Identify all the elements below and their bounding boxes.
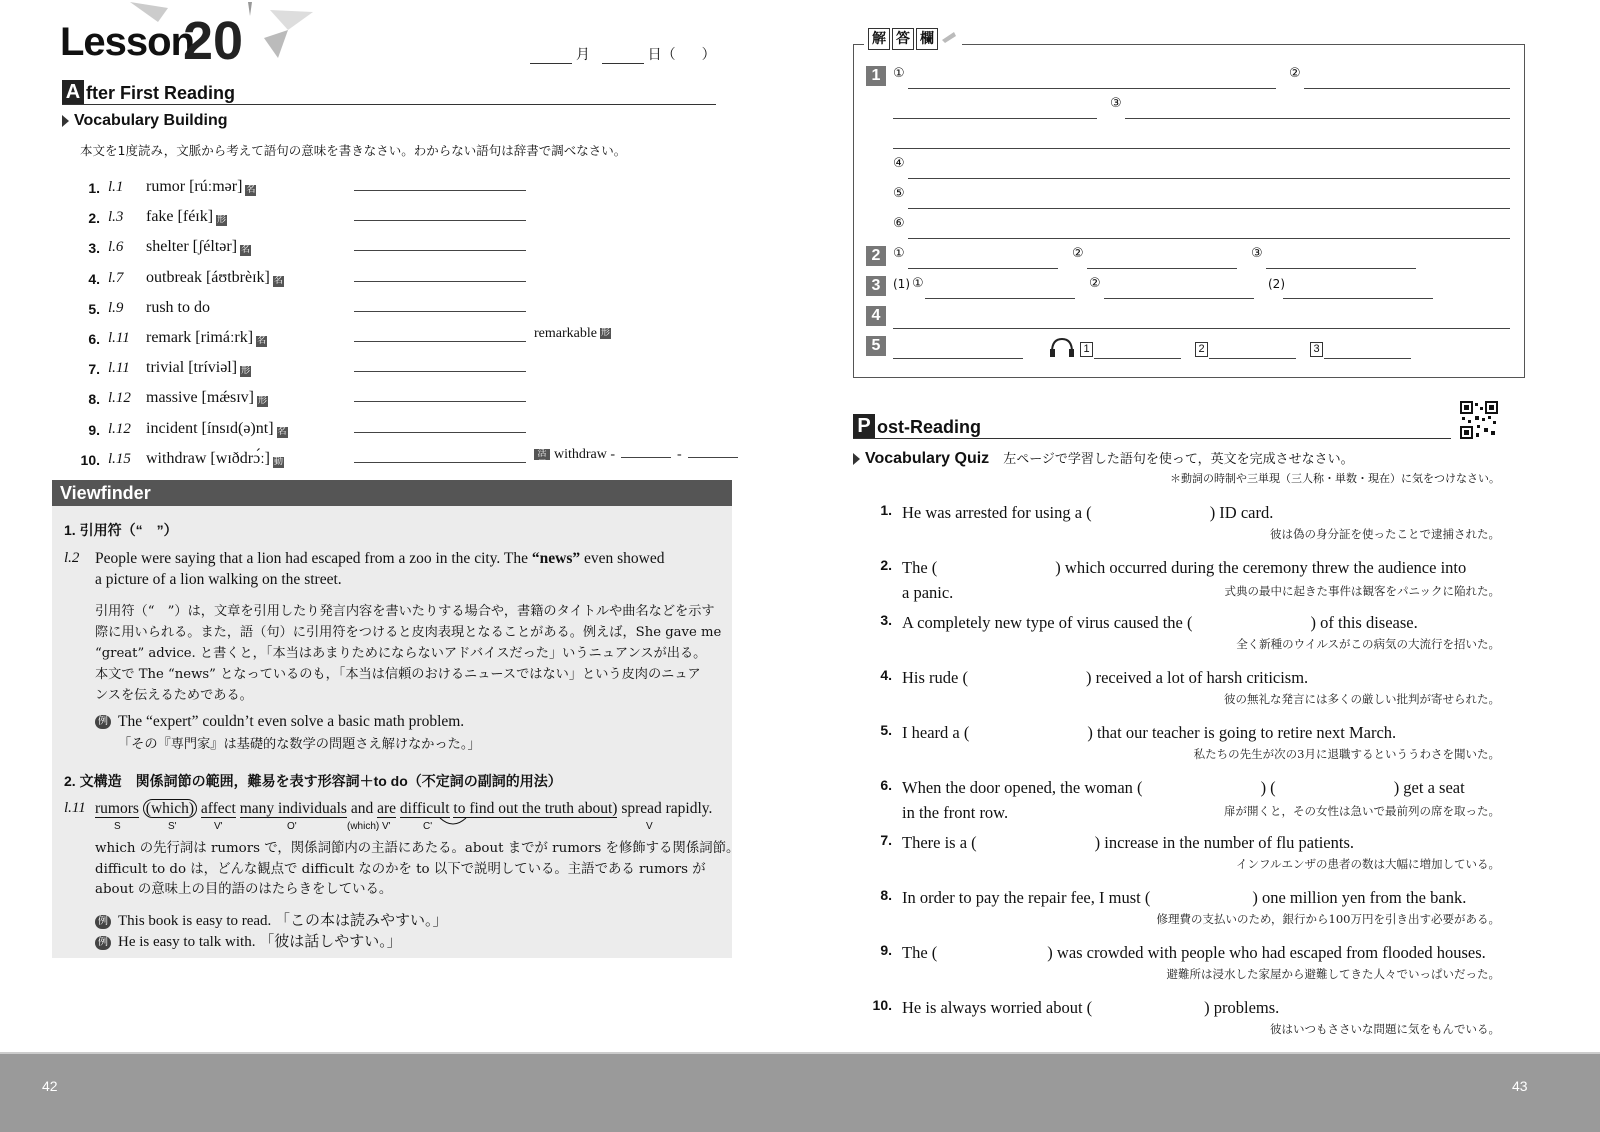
section-a-title: fter First Reading — [86, 83, 236, 103]
struct-word-rumors: rumors — [95, 800, 139, 817]
quiz-sentence-start: The ( — [902, 943, 938, 962]
quiz-sentence-start: The ( — [902, 558, 938, 577]
quiz-question — [870, 940, 1500, 990]
answer-title-char-1: 解 — [868, 28, 890, 50]
footer-bar — [0, 1052, 1600, 1132]
quiz-sentence — [902, 500, 1500, 525]
struct-word-affect: affect — [200, 800, 236, 817]
quiz-sentence-start: He was arrested for using a ( — [902, 503, 1092, 522]
answer-1-2-num: ② — [1289, 66, 1301, 81]
quiz-translation: 扉が開くと，その女性は急いで最前列の席を取った。 — [1224, 804, 1500, 818]
vocab-item-word: outbreak [áʊtbrèɪk] — [146, 268, 270, 286]
answer-1-2-blank[interactable] — [1304, 88, 1510, 89]
quiz-question — [870, 610, 1500, 660]
struct-word-difficult: difficult — [399, 800, 450, 817]
answer-5-1-blank[interactable] — [1094, 358, 1181, 359]
answer-5-2-num — [1195, 339, 1208, 357]
answer-section-3: 3 — [866, 276, 886, 296]
answer-1-5-blank[interactable] — [908, 208, 1510, 209]
vocab-related-form: 活用withdraw - - — [534, 447, 738, 463]
vocab-item — [70, 202, 227, 226]
vocab-item — [70, 293, 210, 317]
date-field — [530, 44, 716, 64]
quiz-question — [870, 720, 1500, 770]
vocab-item-word: incident [ínsɪd(ə)nt] — [146, 419, 274, 437]
vocab-item — [70, 444, 284, 468]
page-number-right: 43 — [1512, 1078, 1528, 1094]
quiz-question — [870, 555, 1500, 605]
answer-2-3-blank[interactable] — [1266, 268, 1416, 269]
vocab-item-word: rumor [rúːmər] — [146, 178, 243, 195]
vf-point1-heading: 1. 引用符（“ ”） — [64, 522, 178, 538]
vocab-item — [70, 232, 251, 256]
vocab-item-word: withdraw [wɪðdrɔ́ː] — [146, 449, 270, 467]
vocab-item-word: remark [rimáːrk] — [146, 329, 254, 346]
answer-2-1-num: ① — [893, 246, 905, 261]
quiz-translation: 彼は偽の身分証を使ったことで逮捕された。 — [1270, 527, 1500, 541]
post-reading-title: ost-Reading — [877, 417, 982, 437]
quiz-sentence — [902, 995, 1500, 1020]
arc-mark-icon — [436, 816, 470, 830]
vocab-item-word: massive [mǽsɪv] — [146, 389, 254, 407]
vocab-item-number: 3. — [88, 240, 100, 257]
part-of-speech-badge: 名 — [257, 336, 267, 346]
vocab-answer-blank[interactable] — [354, 220, 526, 221]
gram-label-o-prime: O' — [287, 821, 297, 832]
quiz-sentence-start: A completely new type of virus caused the ( — [902, 613, 1193, 632]
quiz-sentence — [902, 720, 1500, 745]
related-form-text: withdraw - — [554, 446, 616, 462]
vocab-item — [70, 323, 267, 347]
vf-p2-example2-text: He is easy to talk with. 「彼は話しやすい。」 — [118, 934, 402, 950]
quiz-sentence-end: ) of this disease. — [1310, 613, 1418, 632]
answer-1-3-blank-cont[interactable] — [893, 148, 1510, 149]
vf-line-ref1: l.2 — [64, 550, 80, 566]
vocab-item-number: 1. — [88, 180, 100, 196]
answer-1-3-blank[interactable] — [1125, 118, 1510, 119]
vocab-answer-blank[interactable] — [354, 432, 526, 433]
example-mark-icon: 例 — [95, 936, 111, 950]
vf-sentence1-b: even showed — [580, 550, 665, 567]
vocab-answer-blank[interactable] — [354, 341, 526, 342]
post-reading-heading — [853, 414, 1451, 439]
answer-1-6-num: ⑥ — [893, 216, 905, 231]
decorative-shapes-icon — [128, 0, 318, 65]
vf-point2-heading: 2. 文構造 関係詞節の範囲，難易を表す形容詞＋to do（不定詞の副詞的用法） — [64, 773, 562, 789]
vocab-item-word: fake [féɪk] — [146, 208, 214, 226]
quiz-sentence-start: I heard a ( — [902, 723, 970, 742]
vf-p1-jp4: 本文で The “news” となっているのも，「本当は信頼のおけるニュースではない」という皮肉のニュア — [95, 667, 701, 682]
vf-p2-example2 — [95, 930, 402, 951]
vocab-item-number: 4. — [88, 270, 100, 287]
quiz-sentence-end: ) problems. — [1204, 998, 1280, 1017]
quiz-sentence-end: ) ( — [1260, 778, 1276, 797]
gram-label-v: V — [646, 821, 653, 832]
vocab-item-line: l.1 — [108, 179, 124, 195]
answer-1-6-blank[interactable] — [908, 238, 1510, 239]
answer-5-3-blank[interactable] — [1324, 358, 1411, 359]
section-letter-a: A — [62, 80, 84, 104]
quiz-sentence-end: ) was crowded with people who had escaped from flooded houses. — [1047, 943, 1486, 962]
quiz-translation: 修理費の支払いのため，銀行から100万円を引き出す必要がある。 — [1156, 912, 1500, 926]
quiz-sentence-start: His rude ( — [902, 668, 968, 687]
vocab-quiz-note: ＊動詞の時制や三単現（三人称・単数・現在）に気をつけなさい。 — [1170, 472, 1500, 485]
quiz-translation: 私たちの先生が次の3月に退職するといううわさを聞いた。 — [1193, 747, 1500, 761]
vocab-answer-blank[interactable] — [354, 281, 526, 282]
vocab-building-label: Vocabulary Building — [74, 112, 228, 129]
vocab-answer-blank[interactable] — [354, 250, 526, 251]
quiz-translation: 彼はいつもささいな問題に気をもんでいる。 — [1270, 1022, 1500, 1036]
lesson-number: 20 — [183, 11, 244, 71]
answer-1-5-num: ⑤ — [893, 186, 905, 201]
vocab-answer-blank[interactable] — [354, 371, 526, 372]
quiz-sentence-start: There is a ( — [902, 833, 977, 852]
answer-3-1-num: ① — [912, 276, 924, 291]
vocab-item — [70, 172, 256, 196]
quiz-question — [870, 885, 1500, 935]
answer-title-char-2: 答 — [892, 28, 914, 50]
vocab-item-word: trivial [tríviəl] — [146, 359, 238, 377]
quiz-number: 2. — [880, 557, 892, 573]
quiz-sentence-start: In order to pay the repair fee, I must ( — [902, 888, 1151, 907]
quiz-sentence-end: ) increase in the number of flu patients. — [1094, 833, 1354, 852]
vocab-item-line: l.12 — [108, 420, 131, 437]
quiz-sentence-start: He is always worried about ( — [902, 998, 1093, 1017]
answer-5-1-num — [1080, 339, 1093, 357]
quiz-number: 7. — [880, 832, 892, 848]
vf-example-sentence1 — [95, 550, 664, 568]
month-blank[interactable] — [530, 49, 572, 64]
answer-1-1-blank[interactable] — [908, 88, 1276, 89]
answer-section-1: 1 — [866, 66, 886, 86]
vocab-quiz-instruction: 左ページで学習した語句を使って，英文を完成させなさい。 — [1003, 452, 1354, 467]
vf-p1-example-en: The “expert” couldn’t even solve a basic math problem. — [118, 713, 465, 730]
boxed-num-3: 3 — [1310, 342, 1323, 357]
gram-label-which-v: (which) V' — [347, 821, 391, 832]
vocab-item-line: l.9 — [108, 299, 124, 316]
vocab-quiz-label: Vocabulary Quiz — [865, 450, 990, 467]
answer-5-3-num — [1310, 339, 1323, 357]
answer-5-2-blank[interactable] — [1209, 358, 1296, 359]
vf-p2-jp2: difficult to do は，どんな観点で difficult なのかを to 以下で説明している。主語である rumors が — [95, 862, 706, 877]
part-of-speech-badge: 名 — [273, 275, 283, 286]
vf-p2-example1-text: This book is easy to read. 「この本は読みやすい。」 — [118, 913, 448, 929]
vf-p1-jp2: 際に用いられる。また，語（句）に引用符をつけると皮肉表現となることがある。例えば，She gave me — [95, 625, 722, 640]
day-label: 日（ — [647, 46, 676, 62]
viewfinder-title: Viewfinder — [52, 480, 732, 506]
conjugation-badge: 活用 — [534, 449, 550, 460]
boxed-num-1: 1 — [1080, 342, 1093, 357]
vf-p2-example1 — [95, 909, 448, 930]
answer-3-part2-blank[interactable] — [1283, 298, 1433, 299]
quiz-sentence — [902, 610, 1500, 635]
answer-1-3-num: ③ — [1110, 96, 1122, 111]
quiz-number: 4. — [880, 667, 892, 683]
vocab-item-line: l.11 — [108, 330, 130, 346]
quiz-translation: 避難所は浸水した家屋から避難してきた人々でいっぱいだった。 — [1166, 967, 1500, 981]
vocab-item-line: l.12 — [108, 390, 131, 407]
quiz-translation: インフルエンザの患者の数は大幅に増加している。 — [1235, 857, 1500, 871]
quiz-sentence — [902, 885, 1500, 910]
vf-p1-example — [95, 713, 464, 731]
triangle-icon — [853, 453, 860, 465]
quiz-question — [870, 830, 1500, 880]
answer-1-4-blank[interactable] — [908, 178, 1510, 179]
vocab-answer-blank[interactable] — [354, 462, 526, 463]
boxed-num-2: 2 — [1195, 342, 1208, 357]
answer-5-blank[interactable] — [893, 358, 1023, 359]
quiz-sentence-end: ) one million yen from the bank. — [1252, 888, 1467, 907]
answer-section-2: 2 — [866, 246, 886, 266]
vf-line-ref2: l.11 — [64, 800, 86, 816]
answer-4-blank[interactable] — [893, 328, 1510, 329]
vocab-quiz-header — [853, 448, 1354, 468]
answer-2-1-blank[interactable] — [908, 268, 1058, 269]
answer-2-2-blank[interactable] — [1087, 268, 1237, 269]
answer-title-char-3: 欄 — [916, 28, 938, 50]
answer-2-3-num: ③ — [1251, 246, 1263, 261]
vocab-item-line: l.3 — [108, 209, 124, 226]
struct-word-spread: spread rapidly. — [621, 800, 713, 817]
quiz-sentence-start: When the door opened, the woman ( — [902, 778, 1143, 797]
gram-label-s: S — [114, 821, 121, 832]
part-of-speech-badge: 名 — [241, 245, 251, 256]
answer-1-1-num: ① — [893, 66, 905, 81]
vf-p1-jp5: ンスを伝えるためである。 — [95, 688, 253, 703]
qr-code-icon[interactable] — [1460, 401, 1498, 439]
day-close: ） — [701, 46, 716, 62]
part-of-speech-badge: 動 — [273, 456, 283, 467]
vf-p1-example-jp: 「その『専門家』は基礎的な数学の問題さえ解けなかった。」 — [118, 737, 481, 752]
quiz-sentence — [902, 830, 1500, 855]
lesson-label: Lesson — [60, 20, 195, 64]
vocab-item-number: 8. — [88, 391, 100, 408]
gram-label-s-prime: S' — [168, 821, 177, 832]
vf-p2-jp1: which の先行詞は rumors で，関係詞節内の主語にあたる。about までが rumors を修飾する関係詞節。 — [95, 841, 740, 856]
vocab-item-number: 6. — [88, 331, 100, 347]
gram-label-v-prime: V' — [214, 821, 223, 832]
vf-sentence1-bold: “news” — [531, 550, 581, 567]
quiz-translation: 彼の無礼な発言には多くの厳しい批判が寄せられた。 — [1224, 692, 1500, 706]
conjugation-blank-1[interactable] — [621, 457, 671, 458]
conjugation-blank-2[interactable] — [688, 457, 738, 458]
quiz-number: 9. — [880, 942, 892, 958]
vocab-item-line: l.6 — [108, 239, 124, 256]
struct-word-are: are — [377, 800, 397, 817]
vocab-item-word: rush to do — [146, 298, 210, 316]
after-first-reading-heading — [62, 80, 716, 105]
answer-2-2-num: ② — [1072, 246, 1084, 261]
part-of-speech-badge: 形 — [217, 215, 227, 226]
quiz-sentence-end: ) received a lot of harsh criticism. — [1085, 668, 1309, 687]
answer-3-2-blank[interactable] — [1104, 298, 1254, 299]
vf-p1-jp3: “great” advice. と書くと，「本当はあまりためにならないアドバイスだった」いうニュアンスが出る。 — [95, 646, 707, 661]
quiz-sentence — [902, 940, 1500, 965]
struct-word-which: (which) — [143, 799, 197, 818]
vf-p2-jp3: about の意味上の目的語のはたらきをしている。 — [95, 882, 393, 897]
quiz-number: 10. — [872, 997, 892, 1013]
vocab-item-number: 10. — [80, 451, 100, 468]
quiz-number: 3. — [880, 612, 892, 628]
answer-3-2-num: ② — [1089, 276, 1101, 291]
answer-section-4: 4 — [866, 306, 886, 326]
vocab-related-form — [534, 326, 611, 342]
vocab-item-line: l.7 — [108, 269, 124, 286]
vf-sentence1-a: People were saying that a lion had escaped from a zoo in the city. The — [95, 550, 532, 567]
quiz-number: 8. — [880, 887, 892, 903]
day-blank[interactable] — [602, 49, 644, 64]
part-of-speech-badge: 名 — [277, 426, 287, 437]
part-of-speech-badge: 形 — [257, 396, 267, 407]
vocab-item-line: l.11 — [108, 360, 130, 377]
quiz-sentence-end: ) ID card. — [1209, 503, 1274, 522]
vocab-answer-blank[interactable] — [354, 311, 526, 312]
vf-structure-sentence — [95, 800, 712, 818]
quiz-sentence — [902, 665, 1500, 690]
gram-label-c-prime: C' — [423, 821, 433, 832]
quiz-sentence-cont: a panic. — [902, 583, 954, 602]
vocab-item — [70, 383, 268, 407]
quiz-question — [870, 775, 1500, 825]
answer-1-4-num: ④ — [893, 156, 905, 171]
vocab-item — [70, 414, 288, 438]
quiz-sentence-end-2: ) get a seat — [1393, 778, 1465, 797]
vocab-instruction: 本文を1度読み，文脈から考えて語句の意味を書きなさい。わからない語句は辞書で調べなさい。 — [80, 143, 627, 158]
answer-section-5: 5 — [866, 336, 886, 356]
quiz-number: 1. — [880, 502, 892, 518]
vf-example-sentence1-cont: a picture of a lion walking on the street. — [95, 571, 342, 588]
triangle-icon — [62, 115, 69, 127]
vocab-answer-blank[interactable] — [354, 190, 526, 191]
example-mark-icon: 例 — [95, 715, 111, 729]
headphones-icon — [1049, 336, 1075, 358]
vocab-item-number: 5. — [88, 300, 100, 317]
answer-3-1-blank[interactable] — [925, 298, 1075, 299]
vocab-building-heading — [62, 112, 228, 130]
part-of-speech-badge: 名 — [246, 185, 256, 195]
answer-1-2-blank-cont[interactable] — [893, 118, 1097, 119]
struct-word-many-individuals: many individuals — [239, 800, 347, 817]
quiz-number: 6. — [880, 777, 892, 793]
pencil-deco-icon — [940, 28, 958, 48]
vocab-item-number: 2. — [88, 210, 100, 227]
answer-box-title — [864, 28, 962, 50]
section-letter-p: P — [853, 414, 875, 438]
page-number-left: 42 — [42, 1078, 58, 1094]
quiz-question — [870, 665, 1500, 715]
vocab-item — [70, 263, 284, 287]
example-mark-icon: 例 — [95, 915, 111, 929]
quiz-translation: 全く新種のウイルスがこの病気の大流行を招いた。 — [1236, 637, 1500, 651]
quiz-sentence-end: ) which occurred during the ceremony threw the audience into — [1055, 558, 1467, 577]
struct-word-to-find-out: to find out the truth about) — [453, 800, 618, 817]
quiz-question — [870, 500, 1500, 550]
quiz-sentence-cont: in the front row. — [902, 803, 1009, 822]
answer-3-part1-label: (1) — [893, 277, 910, 291]
vocab-item-number: 7. — [88, 361, 100, 378]
part-of-speech-badge: 形 — [241, 366, 251, 377]
part-of-speech-badge: 形 — [600, 328, 610, 339]
month-label: 月 — [575, 46, 590, 62]
vocab-item-word: shelter [ʃéltər] — [146, 238, 238, 256]
related-form-text: remarkable — [534, 326, 597, 341]
quiz-sentence-end: ) that our teacher is going to retire next March. — [1087, 723, 1397, 742]
quiz-translation: 式典の最中に起きた事件は観客をパニックに陥れた。 — [1224, 584, 1500, 598]
struct-word-and: and — [350, 800, 374, 817]
vocab-item — [70, 353, 251, 377]
vocab-answer-blank[interactable] — [354, 401, 526, 402]
vf-p1-jp1: 引用符（“ ”）は，文章を引用したり発言内容を書いたりする場合や，書籍のタイトルや曲名などを示す — [95, 604, 715, 619]
quiz-question — [870, 995, 1500, 1045]
vocab-item-number: 9. — [88, 421, 100, 438]
answer-3-part2-label: (2) — [1268, 277, 1285, 291]
quiz-number: 5. — [880, 722, 892, 738]
vocab-item-line: l.15 — [108, 450, 131, 467]
